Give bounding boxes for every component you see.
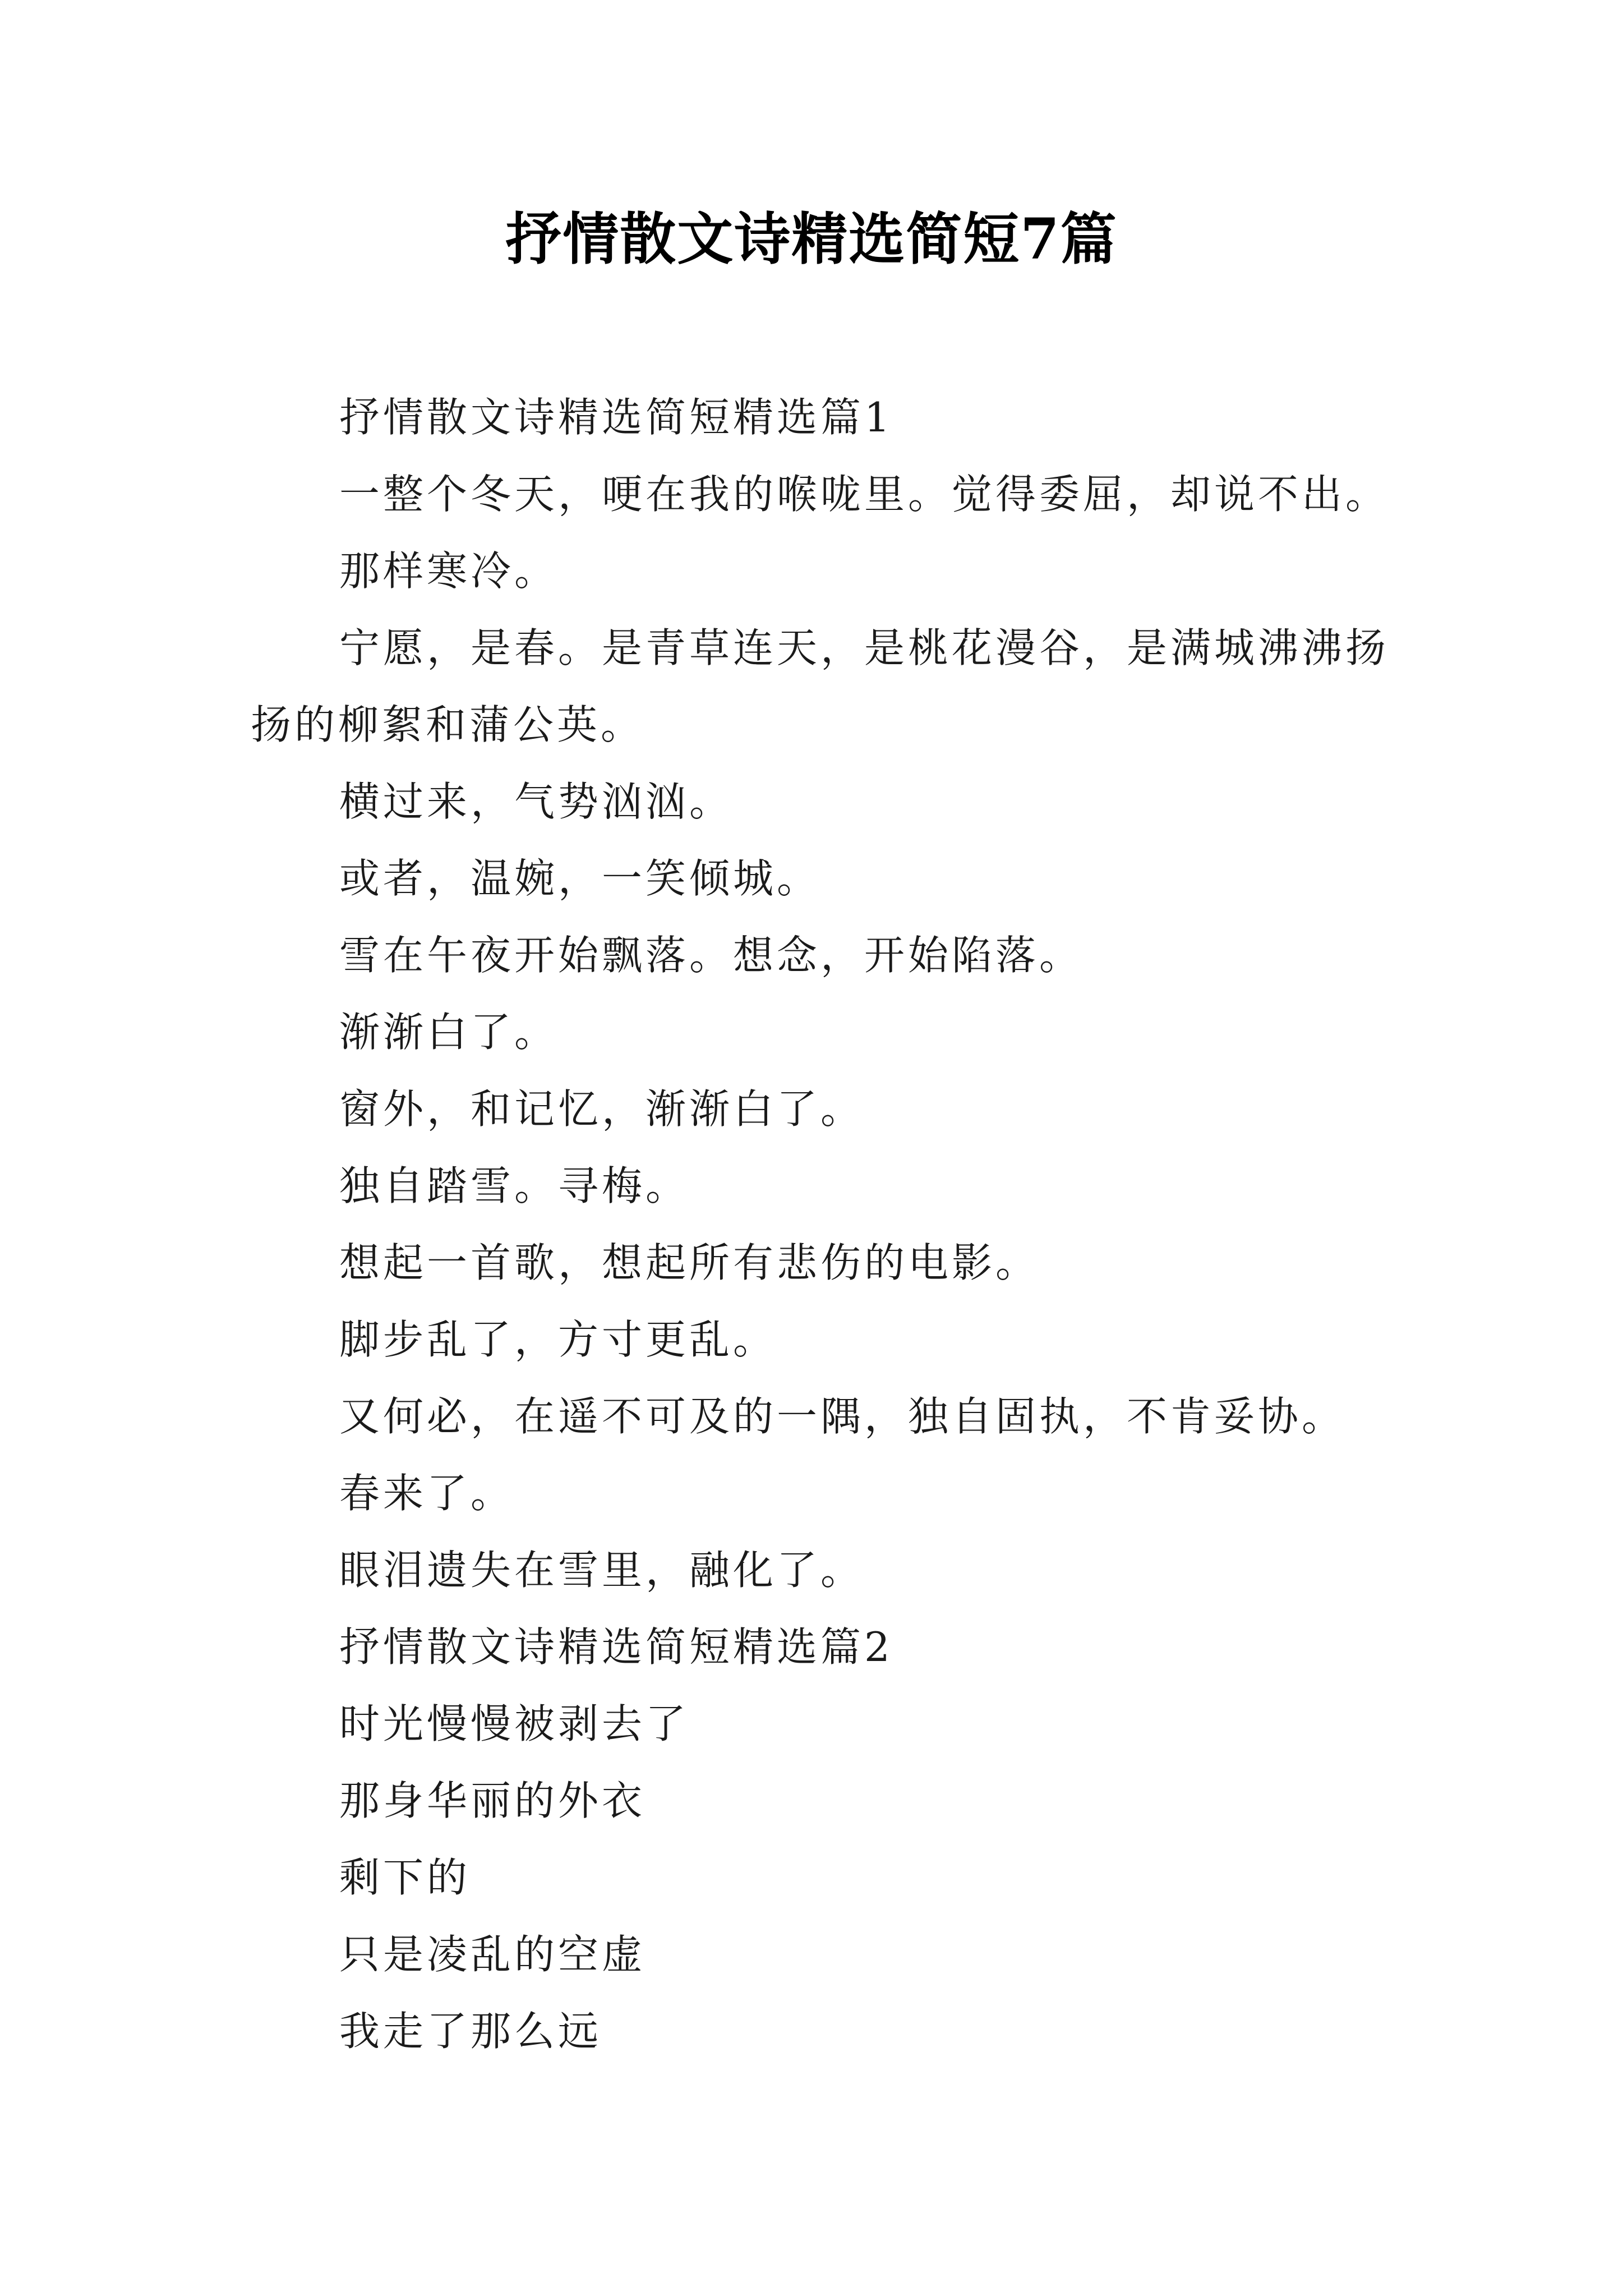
paragraph: 想起一首歌，想起所有悲伤的电影。 [339,1239,1040,1286]
paragraph: 宁愿，是春。是青草连天，是桃花漫谷，是满城沸沸扬扬的柳絮和蒲公英。 [251,624,1390,748]
paragraph: 我走了那么远 [339,2008,602,2055]
paragraph: 横过来，气势汹汹。 [339,778,734,825]
paragraph: 时光慢慢被剥去了 [339,1700,690,1747]
paragraph: 一整个冬天，哽在我的喉咙里。觉得委屈，却说不出。 [339,471,1390,518]
paragraph: 脚步乱了，方寸更乱。 [339,1316,777,1363]
paragraph: 独自踏雪。寻梅。 [339,1162,690,1209]
paragraph: 那身华丽的外衣 [339,1777,646,1824]
paragraph: 剩下的 [339,1854,471,1901]
document-title: 抒情散文诗精选简短7篇 [505,206,1118,272]
section-heading: 抒情散文诗精选简短精选篇2 [339,1623,893,1671]
paragraph: 只是凌乱的空虚 [339,1931,646,1978]
paragraph: 渐渐白了。 [339,1009,559,1056]
paragraph: 雪在午夜开始飘落。想念，开始陷落。 [339,932,1083,979]
document-body [251,379,1406,2070]
paragraph: 或者，温婉，一笑倾城。 [339,855,821,902]
paragraph: 又何必，在遥不可及的一隅，独自固执，不肯妥协。 [339,1393,1346,1440]
paragraph: 窗外，和记忆，渐渐白了。 [339,1085,865,1133]
section-heading: 抒情散文诗精选简短精选篇1 [339,394,893,441]
paragraph: 春来了。 [339,1470,515,1517]
paragraph: 那样寒冷。 [339,547,559,595]
paragraph: 眼泪遗失在雪里，融化了。 [339,1547,865,1594]
